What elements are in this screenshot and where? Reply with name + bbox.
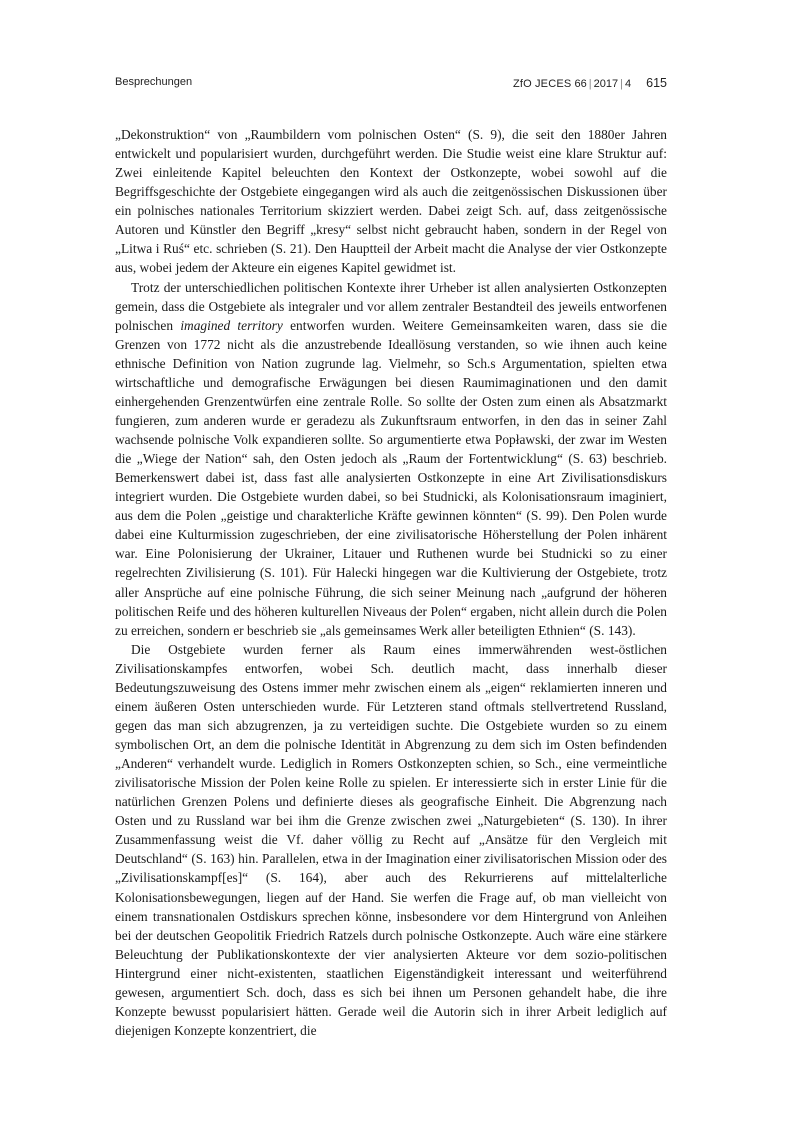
italic-term: imagined territory [180,317,283,333]
volume-number: 66 [574,78,587,90]
separator-mark: | [620,78,623,90]
year: 2017 [593,78,619,90]
separator-mark: | [588,78,592,90]
body-text [115,125,667,1040]
journal-abbrev-alt: JECES [534,78,572,90]
journal-info [513,76,667,90]
running-header [115,76,667,92]
text-segment: Trotz der unterschiedlichen politischen Kontexte ihrer Urheber ist allen analysierten Ostkonzepten gemein, dass die Ostgebiete als integraler und vor allem zentraler Bestandteil des jeweils entworfenen polnischen [115,279,667,333]
text-segment: entworfen wurden. Weitere Gemeinsamkeiten waren, dass sie die Grenzen von 1772 nicht als die anzustrebende Ideallösung verstanden, so wie ihnen auch keine ethnische Definition von Nation zugrunde lag. Vielmehr, so Sch.s Argumentation, spielten etwa wirtschaftliche und demografische Erwägungen bei diesen Raumimaginationen und den damit einhergehenden Grenzentwürfen eine zentrale Rolle. So sollte der Osten zum einen als Absatzmarkt fungieren, zum anderen wurde er geradezu als Zukunftsraum entworfen, in den das in seiner Zahl wachsende polnische Volk expandieren sollte. So argumentierte etwa Popławski, der zwar im Westen die „Wiege der Nation“ sah, den Osten jedoch als „Raum der Fortentwicklung“ (S. 63) beschrieb. Bemerkenswert dabei ist, dass fast alle analysierten Ostkonzepte in eine Art Zivilisationsdiskurs integriert wurden. Die Ostgebiete wurden dabei, so bei Studnicki, als Kolonisationsraum imaginiert, aus dem die Polen „geistige und charakterliche Kräfte gewinnen könnten“ (S. 99). Den Polen wurde dabei eine Kulturmission zugeschrieben, der eine zivilisatorische Höherstellung der Polen inhärent war. Eine Polonisierung der Ukrainer, Litauer und Ruthenen wurde bei Studnicki so zu einer regelrechten Zivilisierung (S. 101). Für Halecki hingegen war die Kultivierung der Ostgebiete, trotz aller Ansprüche auf eine polnische Führung, die sich seiner Meinung nach „aufgrund der höheren politischen Reife und des höheren kulturellen Niveaus der Polen“ ergaben, nicht allein durch die Polen zu erreichen, sondern er beschrieb sie „als gemeinsames Werk aller beteiligten Ethnien“ (S. 143). [115,317,668,638]
paragraph [115,640,667,1040]
paragraph [115,278,667,640]
text-segment: „Dekonstruktion“ von „Raumbildern vom polnischen Osten“ (S. 9), die seit den 1880er Jahren entwickelt und popularisiert wurden, durchgeführt werden. Die Studie weist eine klare Struktur auf: Zwei einleitende Kapitel beleuchten den Kontext der Ostkonzepte, wobei sowohl auf die Begriffsgeschichte der Ostgebiete eingegangen wird als auch die zeitgenössischen Diskussionen über ein polnisches nationales Territorium skizziert werden. Dabei zeigt Sch. auf, dass zeitgenössische Autoren und Künstler den Begriff „kresy“ selbst nicht gebraucht haben, sondern in der Regel von „Litwa i Ruś“ etc. schrieben (S. 21). Den Hauptteil der Arbeit macht die Analyse der vier Ostkonzepte aus, wobei jedem der Akteure ein eigenes Kapitel gewidmet ist. [115,127,667,276]
issue-number: 4 [624,78,632,90]
text-segment: Die Ostgebiete wurden ferner als Raum eines immerwährenden west-östlichen Zivilisationskampfes entworfen, wobei Sch. deutlich macht, dass innerhalb dieser Bedeutungszuweisung des Ostens immer mehr zwischen einem als „eigen“ reklamierten inneren und einem äußeren Osten unterschieden wurde. Für Letzteren stand oftmals stellvertretend Russland, gegen das man sich abzugrenzen, ja zu verteidigen suchte. Die Ostgebiete wurden so zu einem symbolischen Ort, an dem die polnische Identität in Abgrenzung zu dem sich im Osten befindenden „Anderen“ verhandelt wurde. Lediglich in Romers Ostkonzepten schien, so Sch., eine vermeintliche zivilisatorische Mission der Polen keine Rolle zu spielen. Er interessierte sich in erster Linie für die natürlichen Grenzen Polens und definierte dieses als geografische Einheit. Die Abgrenzung nach Osten und zu Russland war bei ihm die Grenze zwischen zwei „Naturgebieten“ (S. 130). In ihrer Zusammenfassung weist die Vf. daher völlig zu Recht auf „Ansätze für den Vergleich mit Deutschland“ (S. 163) hin. Parallelen, etwa in der Imagination einer zivilisatorischen Mission oder des „Zivilisationskampf[es]“ (S. 164), aber auch des Rekurrierens auf mittelalterliche Kolonisationsbewegungen, liegen auf der Hand. Sie werfen die Frage auf, ob man vielleicht von einem transnationalen Ostdiskurs sprechen könne, insbesondere vor dem Hintergrund von Anleihen bei der deutschen Geopolitik Friedrich Ratzels durch polnische Ostkonzepte. Auch wäre eine stärkere Beleuchtung der Publikationskontexte der vier analysierten Akteure vor dem sozio-politischen Hintergrund einer nicht-existenten, staatlichen Eigenständigkeit interessant und weiterführend gewesen, argumentiert Sch. doch, dass es sich bei ihnen um Personen gehandelt habe, die ihre Konzepte bewusst popularisiert hätten. Gerade weil die Autorin sich in ihrer Arbeit lediglich auf diejenigen Konzepte konzentriert, die [115,641,667,1038]
paragraph [115,125,667,278]
page-number: 615 [646,76,667,90]
journal-abbrev: ZfO [512,78,532,90]
section-title: Besprechungen [115,76,193,88]
